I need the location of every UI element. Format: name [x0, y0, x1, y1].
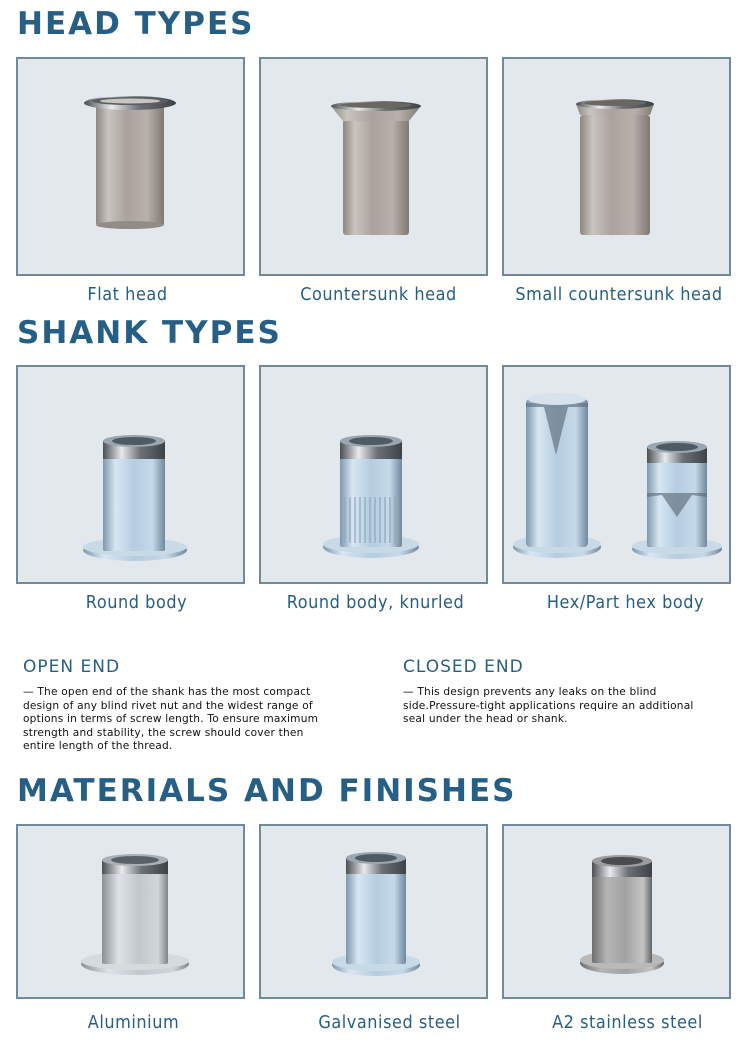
open-end-line: options in terms of screw length. To ensure maximum	[23, 713, 319, 726]
closed-end-line: — This design prevents any leaks on the blind	[403, 686, 657, 698]
section-title-shank-types: SHANK TYPES	[17, 315, 282, 351]
closed-end-line: side.Pressure-tight applications require an additional	[403, 699, 694, 712]
shank-type-image-round-body	[16, 365, 245, 584]
section-title-head-types: HEAD TYPES	[17, 6, 255, 42]
head-type-image-countersunk-head	[259, 57, 488, 276]
material-image-a2-stainless-steel	[502, 824, 731, 999]
material-image-galvanised-steel	[259, 824, 488, 999]
open-end-line: strength and stability, the screw should cover then	[23, 726, 304, 739]
closed-end-line: seal under the head or shank.	[403, 713, 568, 726]
caption-small-countersunk-head: Small countersunk head	[515, 285, 723, 305]
shank-type-image-hex-part-hex-body	[502, 365, 731, 584]
caption-countersunk-head: Countersunk head	[300, 285, 457, 305]
open-end-line: — The open end of the shank has the most compact	[23, 686, 311, 698]
caption-a2-stainless-steel: A2 stainless steel	[552, 1013, 703, 1033]
caption-hex-part-hex-body: Hex/Part hex body	[546, 593, 705, 613]
closed-end-title: CLOSED END	[403, 657, 524, 677]
caption-round-body-knurled: Round body, knurled	[286, 593, 465, 613]
open-end-description	[23, 686, 353, 754]
open-end-line: entire length of the thread.	[23, 740, 173, 753]
section-title-materials-and-finishes: MATERIALS AND FINISHES	[17, 773, 517, 809]
open-end-title: OPEN END	[23, 657, 121, 677]
caption-flat-head: Flat head	[87, 285, 168, 305]
material-image-aluminium	[16, 824, 245, 999]
open-end-line: design of any blind rivet nut and the widest range of	[23, 699, 313, 712]
closed-end-description	[403, 686, 733, 727]
head-type-image-flat-head	[16, 57, 245, 276]
head-type-image-small-countersunk-head	[502, 57, 731, 276]
caption-round-body: Round body	[85, 593, 188, 613]
caption-galvanised-steel: Galvanised steel	[318, 1013, 461, 1033]
shank-type-image-round-body-knurled	[259, 365, 488, 584]
caption-aluminium: Aluminium	[87, 1013, 180, 1033]
